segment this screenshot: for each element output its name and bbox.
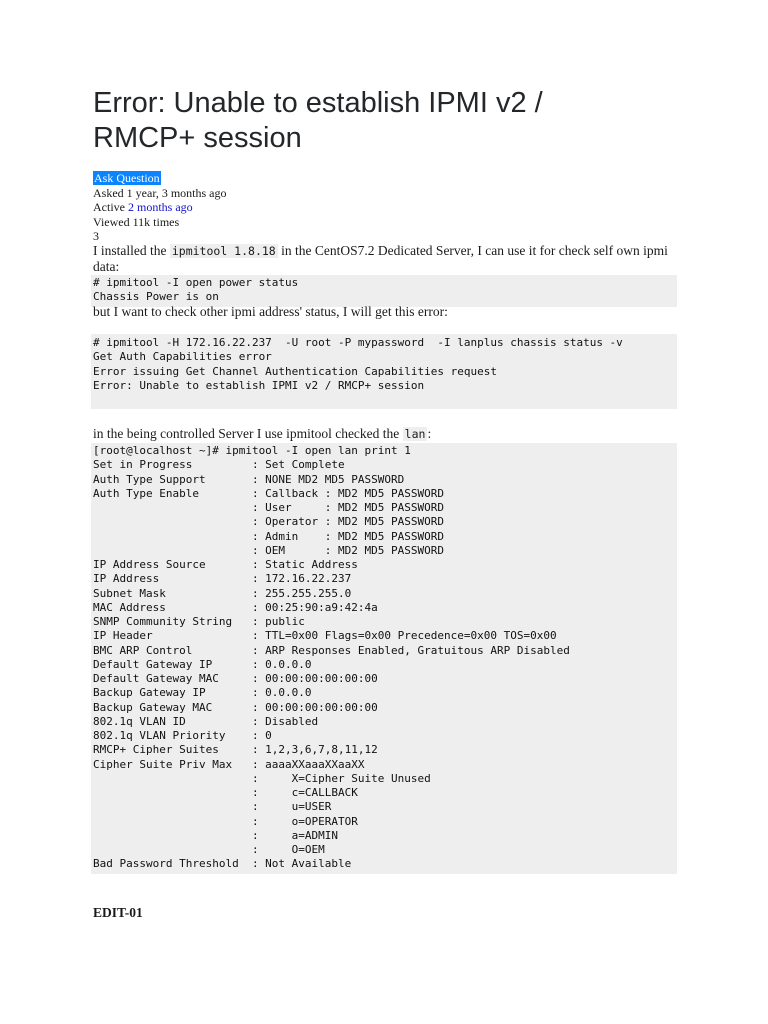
code-block-error — [91, 334, 677, 409]
active-info — [93, 200, 677, 215]
ask-question-link[interactable]: Ask Question — [94, 171, 160, 185]
paragraph-install — [93, 243, 677, 275]
asked-date: Asked 1 year, 3 months ago — [93, 185, 227, 200]
view-count: Viewed 11k times — [93, 214, 180, 229]
paragraph-lan-intro — [93, 426, 677, 442]
active-label: Active — [93, 200, 128, 214]
question-title: Error: Unable to establish IPMI v2 / RMCP+ session — [93, 87, 543, 154]
code-text: # ipmitool -I open power status Chassis Power is on — [91, 275, 677, 307]
active-date-link[interactable]: 2 months ago — [128, 200, 193, 214]
code-block-power-status — [91, 275, 677, 307]
edit-heading: EDIT-01 — [93, 905, 143, 920]
code-text: [root@localhost ~]# ipmitool -I open lan print 1 Set in Progress : Set Complete Auth Type Support : NONE MD2 MD5 PASSWORD Auth Type Enable : Callback : MD2 MD5 PASSWORD : User : MD2 MD5 PASSWORD : Operator : MD2 MD5 PASSWORD : Admin : MD2 MD5 PASSWORD : OEM : MD2 MD5 PASSWORD IP Address Source : Static Address IP Address : 172.16.22.237 Subnet Mask : 255.255.255.0 MAC Address : 00:25:90:a9:42:4a SNMP Community String : public IP Header : TTL=0x00 Flags=0x00 Precedence=0x00 TOS=0x00 BMC ARP Control : ARP Responses Enabled, Gratuitous ARP Disabled Default Gateway IP : 0.0.0.0 Default Gateway MAC : 00:00:00:00:00:00 Backup Gateway IP : 0.0.0.0 Backup Gateway MAC : 00:00:00:00:00:00 802.1q VLAN ID : Disabled 802.1q VLAN Priority : 0 RMCP+ Cipher Suites : 1,2,3,6,7,8,11,12 Cipher Suite Priv Max : aaaaXXaaaXXaaXX : X=Cipher Suite Unused : c=CALLBACK : u=USER : o=OPERATOR : a=ADMIN : O=OEM Bad Password Threshold : Not Available — [91, 443, 677, 874]
inline-code-lan: lan — [404, 427, 426, 441]
paragraph-text: in the CentOS7.2 Dedicated Server, I can use it for check self own ipmi data: — [93, 243, 668, 274]
question-meta — [93, 171, 677, 244]
paragraph-error-intro: but I want to check other ipmi address' status, I will get this error: — [93, 304, 448, 319]
code-text: # ipmitool -H 172.16.22.237 -U root -P mypassword -I lanplus chassis status -v Get Auth Capabilities error Error issuing Get Channel Authentication Capabilities request Error: Unable to establish IPMI v2 / RMCP+ session — [91, 334, 677, 409]
paragraph-text: I installed the — [93, 243, 170, 258]
inline-code-version: ipmitool 1.8.18 — [171, 244, 276, 258]
paragraph-text: : — [427, 426, 432, 441]
vote-count: 3 — [93, 229, 99, 243]
code-block-lan-print — [91, 443, 677, 874]
paragraph-text: in the being controlled Server I use ipmitool checked the — [93, 426, 403, 441]
